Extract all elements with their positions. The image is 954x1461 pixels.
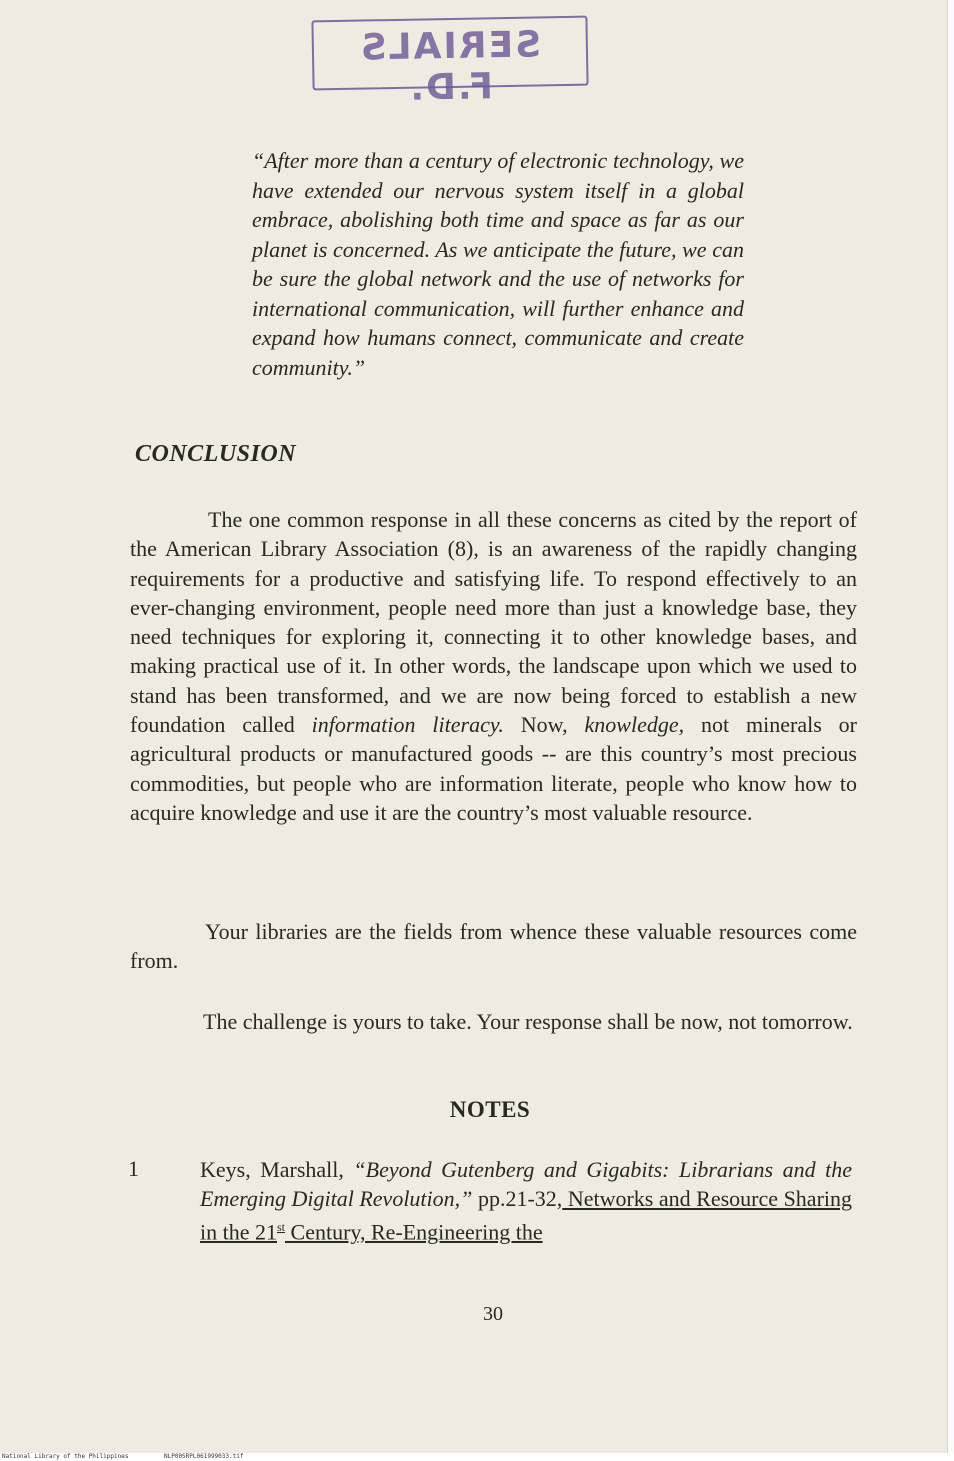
epigraph-quote: “After more than a century of electronic technology, we have extended our nervous system itself in a global embrace, abolishing both time and space as far as our planet is concerned. As we anticipate the future, we can be sure the global network and the use of networks for international communication, will further enhance and expand how humans connect, communicate and create community.” (252, 148, 744, 380)
note-author: Keys, Marshall, (200, 1157, 354, 1182)
p1-part-b: Now, (503, 712, 585, 738)
p1-part-a: The one common response in all these concerns as cited by the report of the American Library Association (8), is an awareness of the rapidly changing requirements for a productive and satisfying life. To respond effectively to an ever-changing environment, people need more than just a knowledge base, they need techniques for exploring it, connecting it to other knowledge bases, and making practical use of it. In other words, the landscape upon which we used to stand has been transformed, and we are now being forced to establish a new foundation called (130, 507, 857, 738)
note-pages: pp.21-32, (472, 1185, 563, 1211)
page-edge (947, 0, 954, 1453)
stamp-text: SERIALS F.D. (358, 24, 542, 109)
footer-filename: NLP00SRPL061999033.tif (164, 1453, 244, 1460)
scan-footer (0, 1453, 954, 1461)
page-number: 30 (483, 1303, 503, 1325)
note-title: “Beyond Gutenberg and Gigabits: Librarians and the Emerging Digital Revolution,” (200, 1157, 852, 1211)
conclusion-paragraph-3: The challenge is yours to take. Your response shall be now, not tomorrow. (203, 1009, 853, 1034)
conclusion-paragraph-2: Your libraries are the fields from whence these valuable resources come from. (130, 919, 857, 974)
footer-library: National Library of the Philippines (2, 1453, 129, 1460)
note-source-a: Networks and Resource Sharing in the 21 (200, 1185, 853, 1245)
p1-italic-information-literacy: information literacy. (311, 712, 504, 738)
p1-italic-knowledge: knowledge, (584, 712, 685, 738)
conclusion-heading: CONCLUSION (135, 441, 297, 467)
notes-heading: NOTES (449, 1097, 531, 1122)
serials-stamp (311, 16, 588, 109)
note-source-sup: st (277, 1220, 286, 1234)
conclusion-paragraph-1 (130, 505, 857, 827)
note-source-b: Century, Re-Engineering the (285, 1219, 543, 1245)
p1-part-c: not minerals or agricultural products or manufactured goods -- are this country’s most precious commodities, but people who are information literate, people who know how to acquire knowledge and use it are the country’s most valuable resource. (130, 712, 857, 825)
note-citation (200, 1156, 852, 1247)
note-number: 1 (128, 1156, 139, 1181)
